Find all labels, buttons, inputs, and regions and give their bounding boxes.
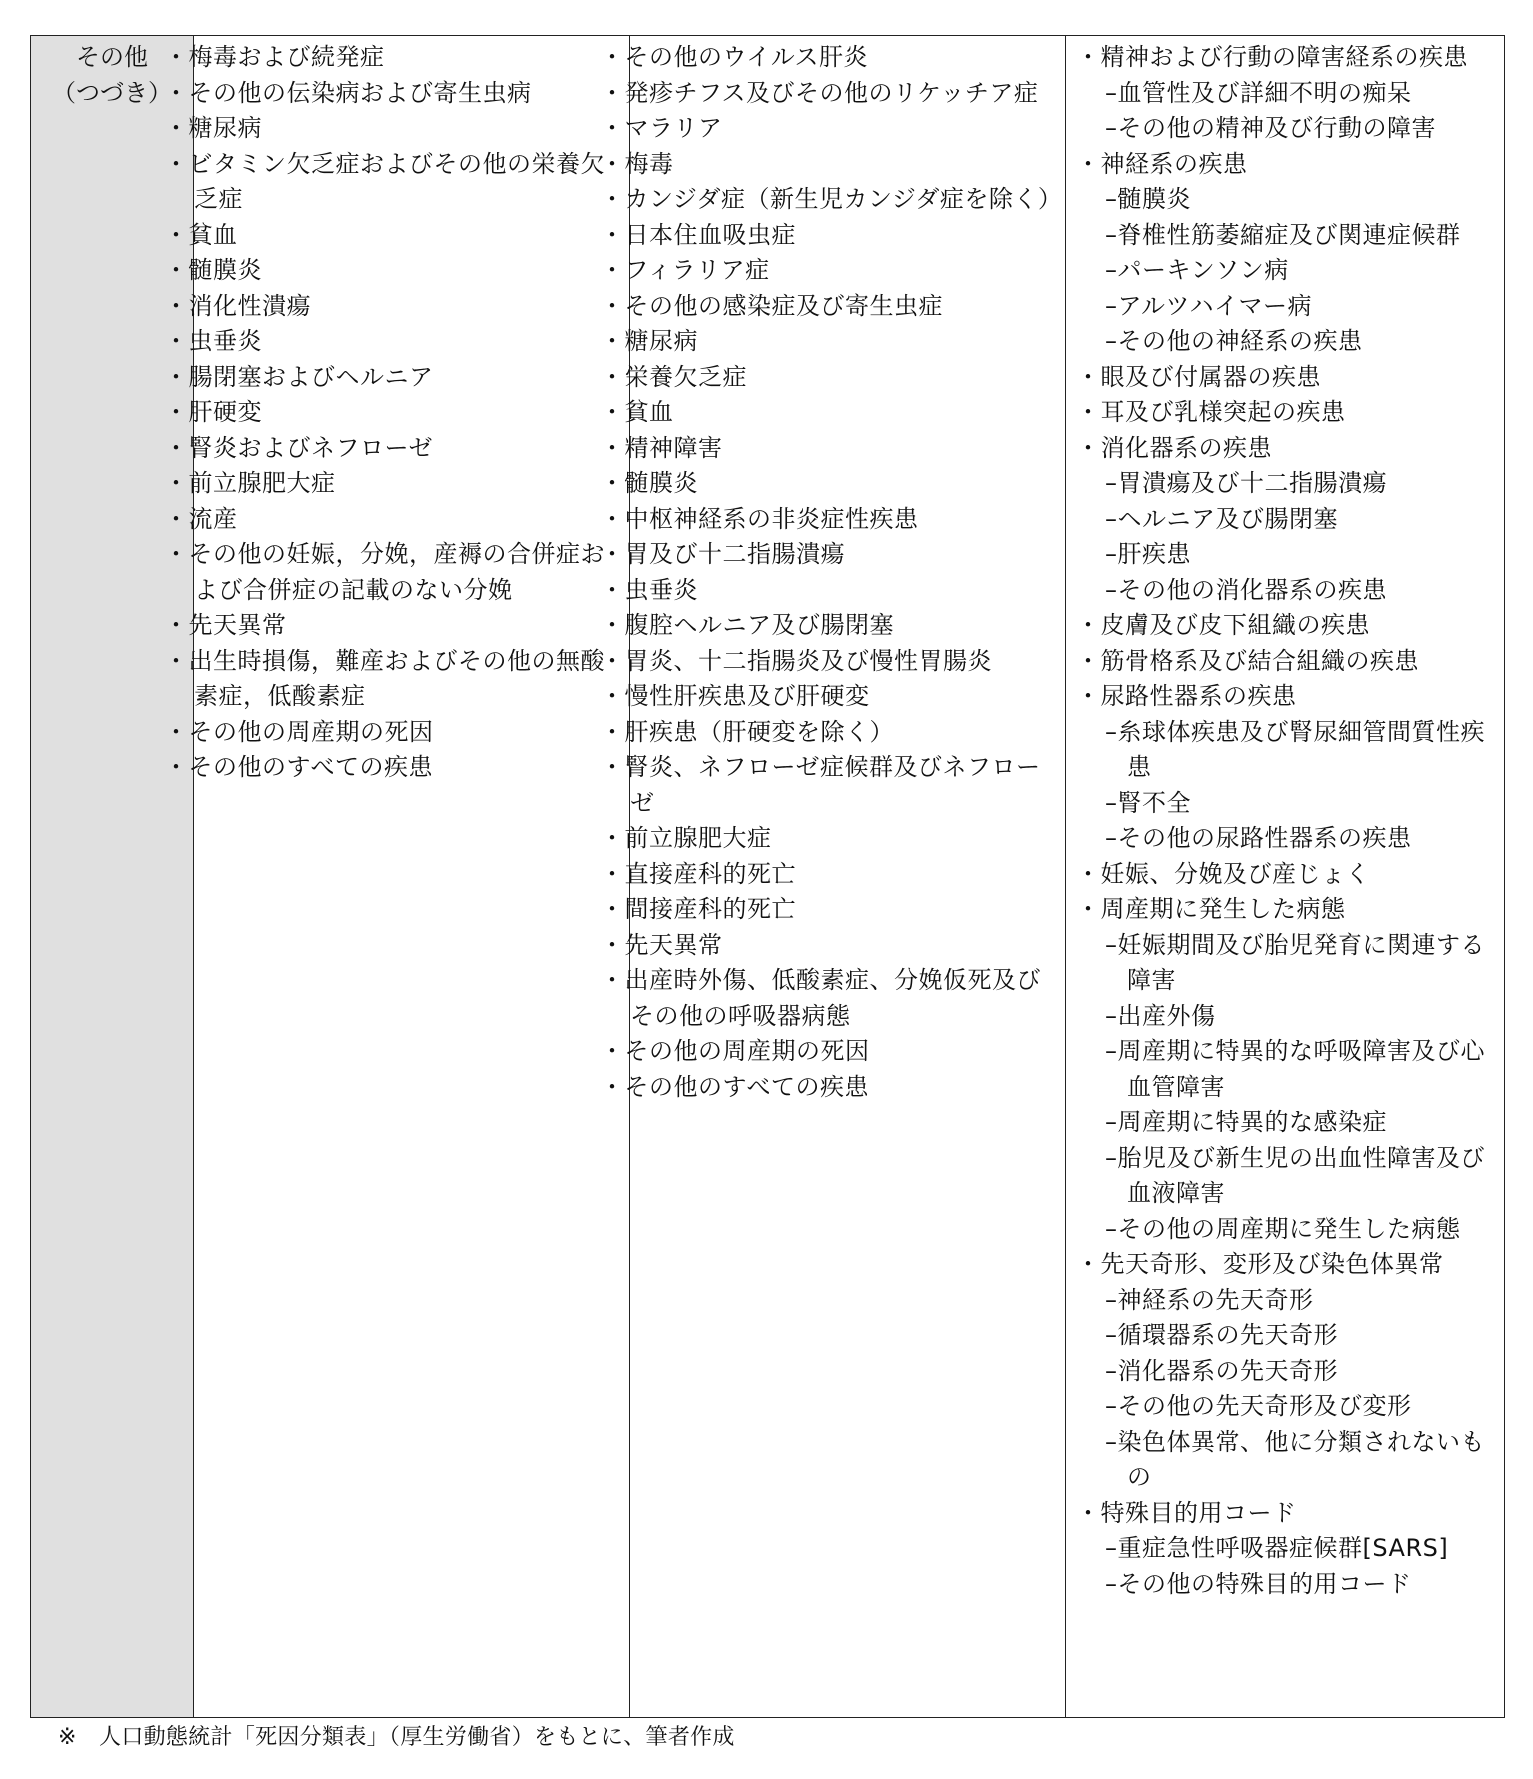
list-item: ・耳及び乳様突起の疾患 — [1076, 398, 1346, 426]
column-a-list — [164, 36, 629, 786]
sub-list-item: –妊娠期間及び胎児発育に関連する障害 — [1105, 930, 1485, 994]
sub-list-item: –髄膜炎 — [1105, 185, 1191, 213]
list-item: ・周産期に発生した病態 — [1076, 895, 1346, 923]
table-row — [31, 36, 1505, 1718]
list-item: ・梅毒および続発症 — [164, 43, 385, 71]
list-item: ・糖尿病 — [600, 327, 698, 355]
sub-list-item: –胃潰瘍及び十二指腸潰瘍 — [1105, 469, 1387, 497]
list-item: ・カンジダ症（新生児カンジダ症を除く） — [600, 185, 1063, 213]
sub-list-item: –パーキンソン病 — [1105, 256, 1289, 284]
list-item: ・髄膜炎 — [600, 469, 698, 497]
list-item: ・先天異常 — [164, 611, 287, 639]
list-item: ・妊娠、分娩及び産じょく — [1076, 859, 1370, 888]
list-item: ・出産時外傷、低酸素症、分娩仮死及びその他の呼吸器病態 — [600, 966, 1041, 1030]
list-item: ・中枢神経系の非炎症性疾患 — [600, 504, 919, 533]
column-c-list — [1066, 36, 1504, 1602]
sub-list-item: –染色体異常、他に分類されないもの — [1105, 1427, 1485, 1491]
sub-list-item: –神経系の先天奇形 — [1105, 1285, 1314, 1314]
list-item: ・先天奇形、変形及び染色体異常 — [1076, 1250, 1444, 1278]
list-item: ・特殊目的用コード — [1076, 1498, 1297, 1527]
category-continued-label: （つづき） — [52, 78, 172, 107]
list-item: ・皮膚及び皮下組織の疾患 — [1076, 611, 1370, 639]
list-item: ・その他のすべての疾患 — [164, 753, 434, 781]
list-item: ・腎炎、ネフローゼ症候群及びネフローゼ — [600, 753, 1041, 817]
list-item: ・胃炎、十二指腸炎及び慢性胃腸炎 — [600, 646, 992, 675]
sub-list-item: –その他の消化器系の疾患 — [1105, 575, 1387, 604]
list-item: ・梅毒 — [600, 149, 674, 178]
disease-classification-table — [30, 35, 1505, 1718]
list-item: ・神経系の疾患 — [1076, 149, 1248, 178]
column-c-cell — [1066, 36, 1505, 1718]
sub-list-item: –腎不全 — [1105, 788, 1191, 817]
list-item: ・糖尿病 — [164, 114, 262, 142]
list-item: ・その他のウイルス肝炎 — [600, 43, 869, 71]
list-item: ・髄膜炎 — [164, 256, 262, 284]
list-item: ・慢性肝疾患及び肝硬変 — [600, 682, 870, 710]
sub-list-item: –周産期に特異的な呼吸障害及び心血管障害 — [1105, 1037, 1485, 1101]
source-footnote: ※ 人口動態統計「死因分類表」（厚生労働省）をもとに、筆者作成 — [58, 1725, 735, 1750]
list-item: ・その他のすべての疾患 — [600, 1072, 870, 1101]
column-b-cell — [600, 36, 1066, 1718]
list-item: ・間接産科的死亡 — [600, 895, 796, 923]
list-item: ・貧血 — [164, 220, 238, 249]
category-label: その他 — [76, 43, 148, 71]
list-item: ・筋骨格系及び結合組織の疾患 — [1076, 646, 1419, 675]
sub-list-item: –胎児及び新生児の出血性障害及び血液障害 — [1105, 1143, 1485, 1207]
list-item: ・精神および行動の障害経系の疾患 — [1076, 43, 1468, 71]
list-item: ・腹腔ヘルニア及び腸閉塞 — [600, 611, 894, 639]
list-item: ・虫垂炎 — [164, 327, 262, 355]
list-item: ・肝硬変 — [164, 398, 262, 426]
sub-list-item: –その他の尿路性器系の疾患 — [1105, 824, 1412, 852]
list-item: ・前立腺肥大症 — [600, 824, 772, 852]
sub-list-item: –その他の先天奇形及び変形 — [1105, 1392, 1412, 1420]
column-a-cell — [164, 36, 630, 1718]
list-item: ・先天異常 — [600, 930, 723, 959]
sub-list-item: –周産期に特異的な感染症 — [1105, 1108, 1387, 1136]
list-item: ・マラリア — [600, 114, 723, 142]
list-item: ・日本住血吸虫症 — [600, 220, 796, 249]
sub-list-item: –重症急性呼吸器症候群[SARS] — [1105, 1534, 1449, 1562]
list-item: ・消化器系の疾患 — [1076, 433, 1272, 462]
sub-list-item: –糸球体疾患及び腎尿細管間質性疾患 — [1105, 717, 1485, 781]
sub-list-item: –循環器系の先天奇形 — [1105, 1321, 1338, 1349]
list-item: ・出生時損傷，難産およびその他の無酸素症，低酸素症 — [164, 646, 605, 710]
list-item: ・胃及び十二指腸潰瘍 — [600, 540, 845, 568]
list-item: ・フィラリア症 — [600, 256, 770, 284]
column-b-list — [600, 36, 1065, 1105]
list-item: ・腎炎およびネフローゼ — [164, 433, 434, 462]
list-item: ・貧血 — [600, 398, 674, 426]
list-item: ・その他の周産期の死因 — [600, 1037, 870, 1065]
list-item: ・流産 — [164, 504, 238, 533]
list-item: ・ビタミン欠乏症およびその他の栄養欠乏症 — [164, 149, 605, 213]
sub-list-item: –血管性及び詳細不明の痴呆 — [1105, 78, 1412, 107]
sub-list-item: –肝疾患 — [1105, 540, 1191, 568]
list-item: ・その他の周産期の死因 — [164, 717, 434, 746]
sub-list-item: –その他の神経系の疾患 — [1105, 327, 1363, 355]
sub-list-item: –その他の特殊目的用コード — [1105, 1569, 1412, 1598]
sub-list-item: –アルツハイマー病 — [1105, 291, 1313, 320]
list-item: ・精神障害 — [600, 433, 723, 462]
list-item: ・尿路性器系の疾患 — [1076, 682, 1297, 710]
list-item: ・その他の妊娠，分娩，産褥の合併症および合併症の記載のない分娩 — [164, 540, 605, 604]
sub-list-item: –その他の周産期に発生した病態 — [1105, 1214, 1461, 1243]
list-item: ・前立腺肥大症 — [164, 469, 336, 497]
list-item: ・眼及び付属器の疾患 — [1076, 362, 1321, 391]
list-item: ・虫垂炎 — [600, 575, 698, 604]
list-item: ・直接産科的死亡 — [600, 859, 796, 888]
sub-list-item: –脊椎性筋萎縮症及び関連症候群 — [1105, 220, 1461, 249]
list-item: ・その他の伝染病および寄生虫病 — [164, 78, 532, 107]
list-item: ・消化性潰瘍 — [164, 291, 311, 320]
sub-list-item: –消化器系の先天奇形 — [1105, 1356, 1338, 1385]
list-item: ・発疹チフス及びその他のリケッチア症 — [600, 78, 1039, 107]
list-item: ・その他の感染症及び寄生虫症 — [600, 291, 943, 320]
sub-list-item: –ヘルニア及び腸閉塞 — [1105, 504, 1338, 533]
sub-list-item: –その他の精神及び行動の障害 — [1105, 114, 1436, 142]
list-item: ・腸閉塞およびヘルニア — [164, 362, 434, 391]
sub-list-item: –出産外傷 — [1105, 1001, 1216, 1030]
list-item: ・肝疾患（肝硬変を除く） — [600, 717, 894, 746]
list-item: ・栄養欠乏症 — [600, 362, 747, 391]
